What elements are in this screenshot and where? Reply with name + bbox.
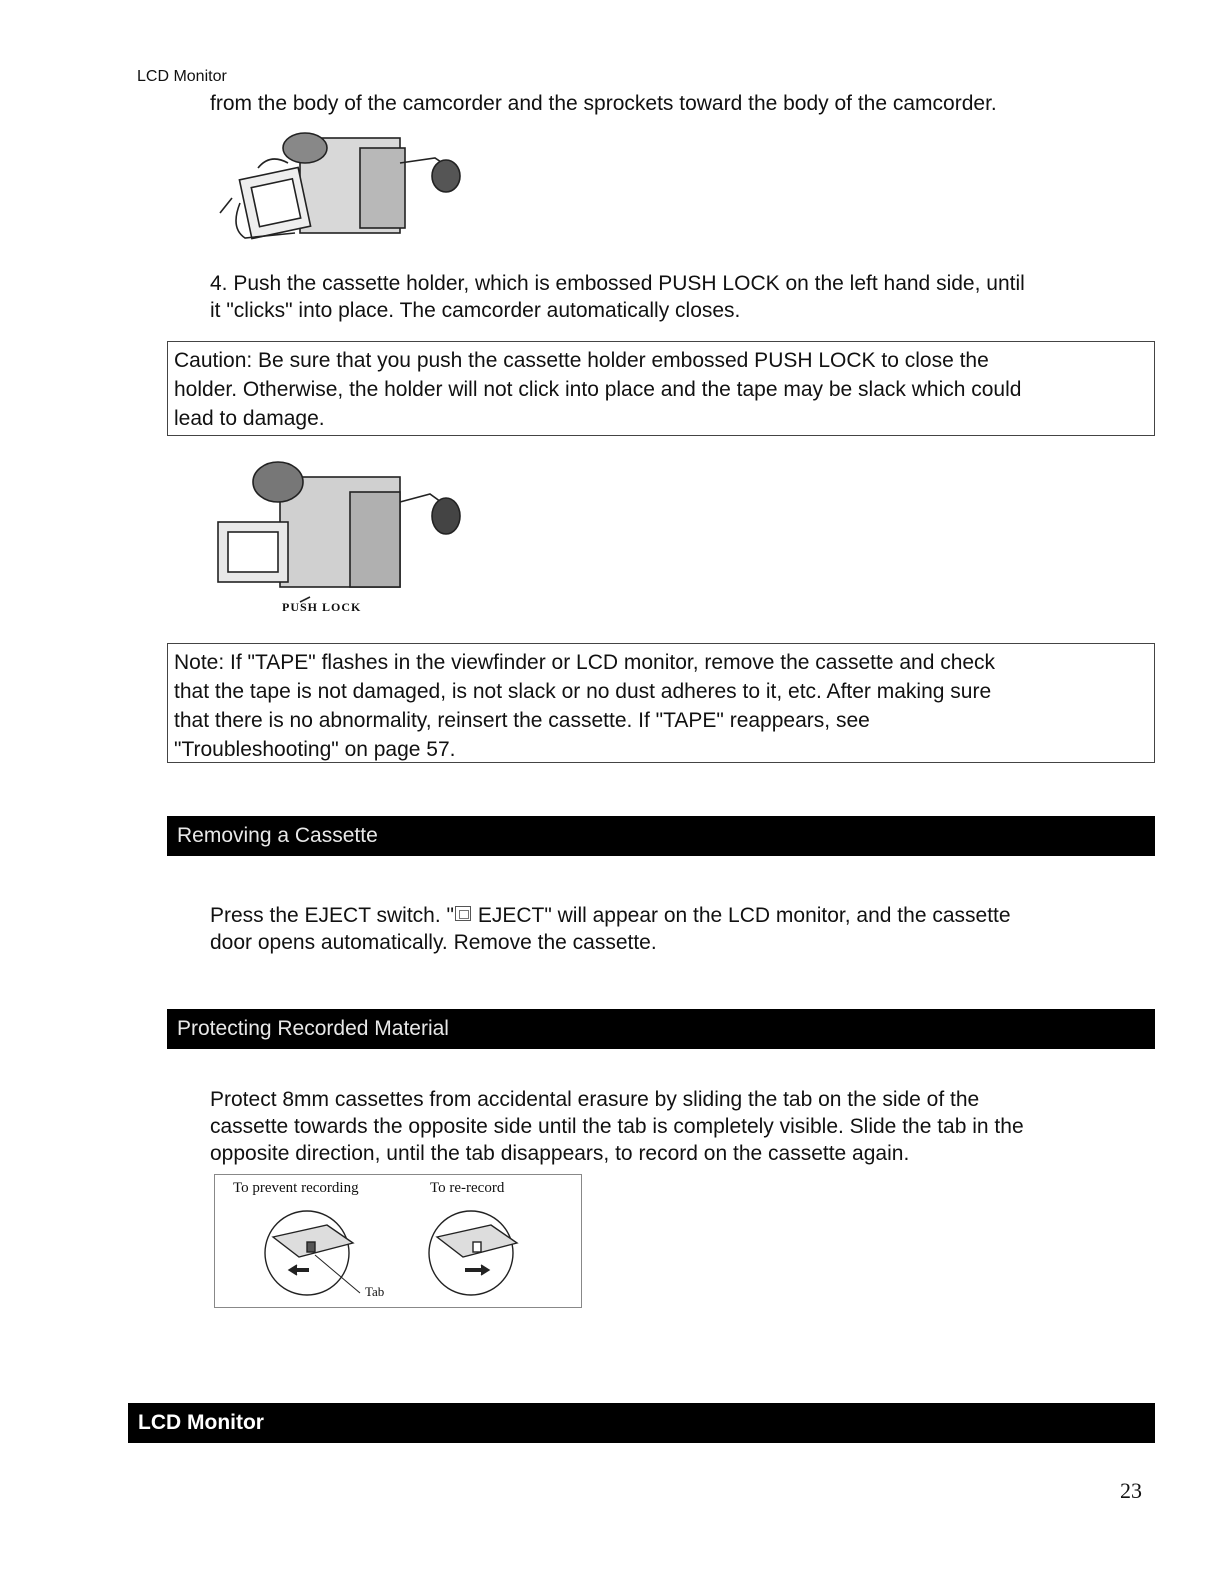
caution-line-2: holder. Otherwise, the holder will not click into place and the tape may be slack which could <box>174 378 1022 401</box>
note-line-1: Note: If "TAPE" flashes in the viewfinder or LCD monitor, remove the cassette and check <box>174 651 996 674</box>
removing-line-2: door opens automatically. Remove the cassette. <box>210 931 657 954</box>
note-line-2: that the tape is not damaged, is not slack or no dust adheres to it, etc. After making sure <box>174 680 992 703</box>
camcorder-push-lock-illustration <box>210 452 466 620</box>
step-4-line-2: it "clicks" into place. The camcorder automatically closes. <box>210 299 741 322</box>
cassette-tab-figure <box>214 1174 582 1308</box>
section-lcd-monitor-header: LCD Monitor <box>128 1403 1155 1443</box>
camcorder-open-illustration <box>210 118 466 268</box>
tab-label: Tab <box>365 1284 385 1299</box>
removing-line-1-end: EJECT" will appear on the LCD monitor, and the cassette <box>471 904 1011 927</box>
page-number: 23 <box>1120 1478 1142 1503</box>
removing-line-1 <box>210 902 1011 929</box>
push-lock-label: PUSH LOCK <box>282 600 362 614</box>
re-record-caption: To re-record <box>430 1180 505 1196</box>
cassette-tab-illustration <box>215 1175 581 1307</box>
protecting-line-2: cassette towards the opposite side until the tab is completely visible. Slide the tab in the <box>210 1115 1024 1138</box>
section-protecting-material-header: Protecting Recorded Material <box>167 1009 1155 1049</box>
camcorder-open-figure <box>210 118 466 268</box>
cassette-icon <box>455 906 471 921</box>
push-lock-figure <box>210 452 466 620</box>
caution-line-1: Caution: Be sure that you push the cassette holder embossed PUSH LOCK to close the <box>174 349 989 372</box>
step-4-line-1: 4. Push the cassette holder, which is embossed PUSH LOCK on the left hand side, until <box>210 272 1025 295</box>
intro-text: from the body of the camcorder and the sprockets toward the body of the camcorder. <box>210 92 997 115</box>
prevent-recording-caption: To prevent recording <box>233 1180 359 1196</box>
note-line-4: "Troubleshooting" on page 57. <box>174 738 456 761</box>
running-header: LCD Monitor <box>137 68 227 85</box>
caution-box <box>167 341 1155 436</box>
note-line-3: that there is no abnormality, reinsert the cassette. If "TAPE" reappears, see <box>174 709 870 732</box>
protecting-line-3: opposite direction, until the tab disappears, to record on the cassette again. <box>210 1142 910 1165</box>
note-box <box>167 643 1155 763</box>
protecting-line-1: Protect 8mm cassettes from accidental erasure by sliding the tab on the side of the <box>210 1088 980 1111</box>
section-removing-cassette-header: Removing a Cassette <box>167 816 1155 856</box>
removing-line-1-start: Press the EJECT switch. " <box>210 904 454 927</box>
caution-line-3: lead to damage. <box>174 407 325 430</box>
